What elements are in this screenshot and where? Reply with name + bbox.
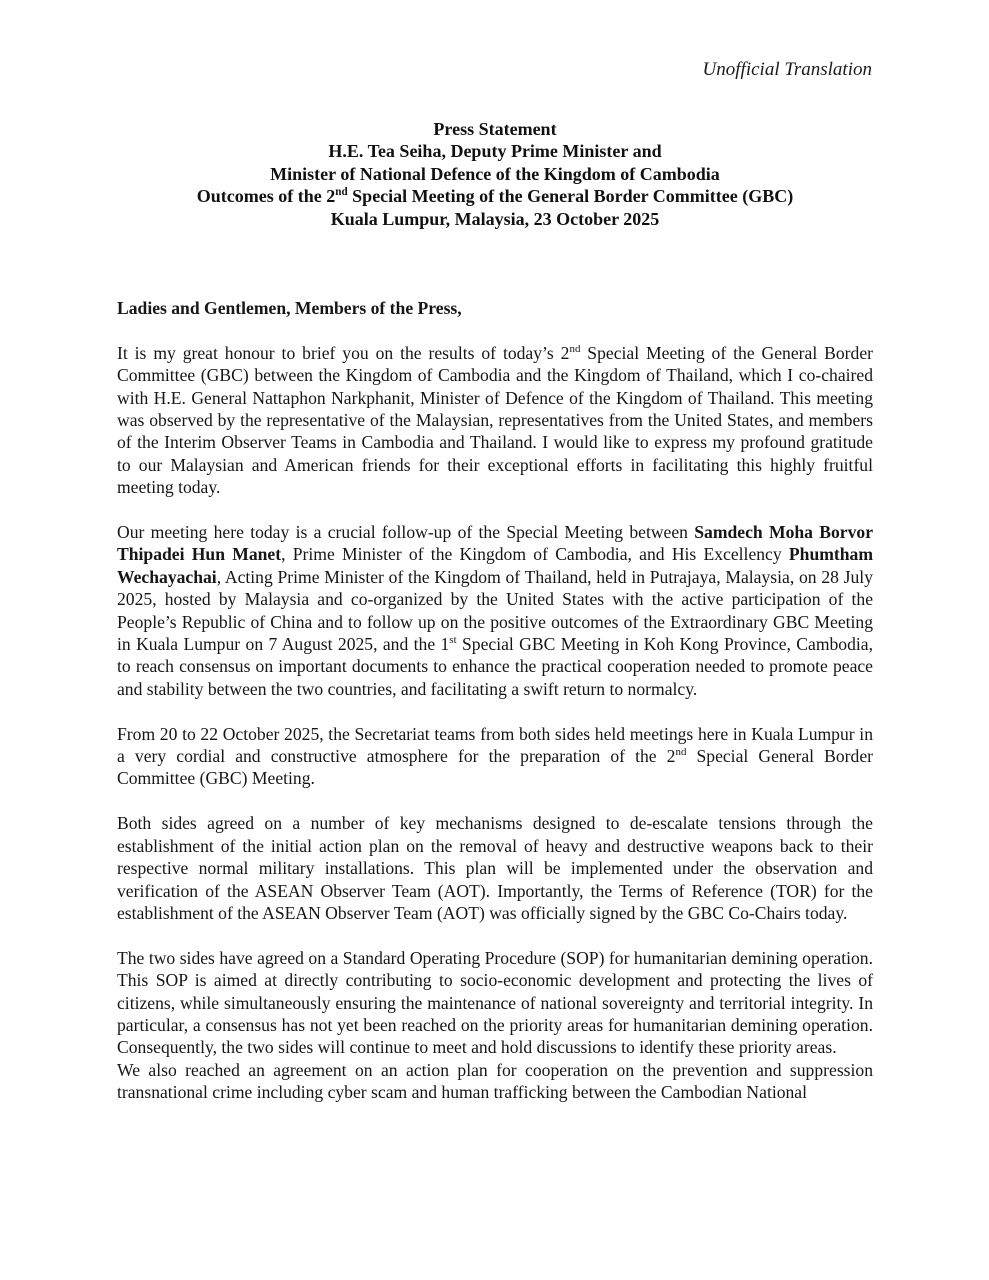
paragraph: [117, 723, 873, 790]
text-run: Special Meeting of the General Border Committee (GBC) between the Kingdom of Cambodia and the Kingdom of Thailand, which I co-chaired with H.E. General Nattaphon Narkphanit, Minister of Defence of the Kingdom of Thailand. This meeting was observed by the representative of the Malaysian, representatives from the United States, and members of the Interim Observer Teams in Cambodia and Thailand. I would like to express my profound gratitude to our Malaysian and American friends for their exceptional efforts in facilitating this highly fruitful meeting today.: [117, 342, 873, 498]
title-line: [117, 140, 873, 162]
text-run: H.E. Tea Seiha, Deputy Prime Minister and: [328, 141, 662, 162]
document-body: [117, 297, 873, 1104]
text-run: From 20 to 22 October 2025, the Secretariat teams from both sides held meetings here in Kuala Lumpur in a very cordial and constructive atmosphere for the preparation of the 2: [117, 723, 873, 767]
text-run: We also reached an agreement on an action plan for cooperation on the prevention and suppression transnational crime including cyber scam and human trafficking between the Cambodian National: [117, 1059, 873, 1103]
text-run: , Prime Minister of the Kingdom of Cambodia, and His Excellency: [281, 544, 789, 565]
superscript-text: st: [449, 634, 457, 647]
paragraph: [117, 521, 873, 700]
paragraph: [117, 812, 873, 924]
title-line: [117, 163, 873, 185]
paragraph: [117, 297, 873, 319]
text-run: Press Statement: [433, 119, 557, 139]
text-run: Special General Border Committee (GBC) Meeting.: [117, 746, 873, 789]
text-run: Phumtham Wechayachai: [117, 544, 873, 587]
text-run: , Acting Prime Minister of the Kingdom of Thailand, held in Putrajaya, Malaysia, on 28 July 2025, hosted by Malaysia and co-organized by the United States with the active participation of the People’s Republic of China and to follow up on the positive outcomes of the Extraordinary GBC Meeting in Kuala Lumpur on 7 August 2025, and the 1: [117, 566, 873, 655]
text-run: Special GBC Meeting in Koh Kong Province, Cambodia, to reach consensus on important documents to enhance the practical cooperation needed to promote peace and stability between the two countries, and facilitating a swift return to normalcy.: [117, 634, 873, 699]
text-run: Special Meeting of the General Border Committee (GBC): [347, 186, 794, 207]
text-run: Both sides agreed on a number of key mechanisms designed to de-escalate tensions through the establishment of the initial action plan on the removal of heavy and destructive weapons back to their respective normal military installations. This plan will be implemented under the observation and verification of the ASEAN Observer Team (AOT). Importantly, the Terms of Reference (TOR) for the establishment of the ASEAN Observer Team (AOT) was officially signed by the GBC Co-Chairs today.: [117, 813, 873, 923]
document-title: [117, 118, 873, 230]
text-run: Kuala Lumpur, Malaysia, 23 October 2025: [330, 208, 660, 229]
text-run: It is my great honour to brief you on the results of today’s 2: [117, 342, 570, 363]
paragraph: [117, 1059, 873, 1104]
text-run: Our meeting here today is a crucial follow-up of the Special Meeting between: [117, 522, 695, 543]
text-run: Outcomes of the 2: [196, 186, 336, 207]
superscript-text: nd: [675, 746, 687, 759]
paragraph: [117, 947, 873, 1059]
text-run: Samdech Moha Borvor Thipadei Hun Manet: [117, 522, 873, 565]
title-line: [117, 118, 873, 140]
text-run: The two sides have agreed on a Standard Operating Procedure (SOP) for humanitarian demining operation. This SOP is aimed at directly contributing to socio-economic development and protecting the lives of citizens, while simultaneously ensuring the maintenance of national sovereignty and territorial integrity. In particular, a consensus has not yet been reached on the priority areas for humanitarian demining operation. Consequently, the two sides will continue to meet and hold discussions to identify these priority areas.: [117, 947, 873, 1058]
superscript-text: nd: [569, 342, 581, 355]
superscript-text: nd: [335, 186, 348, 199]
title-line: [117, 208, 873, 230]
text-run: Ladies and Gentlemen, Members of the Press,: [117, 298, 462, 318]
text-run: Minister of National Defence of the Kingdom of Cambodia: [270, 163, 720, 184]
title-line: [117, 185, 873, 207]
translation-note: Unofficial Translation: [702, 59, 872, 80]
paragraph: [117, 342, 873, 499]
